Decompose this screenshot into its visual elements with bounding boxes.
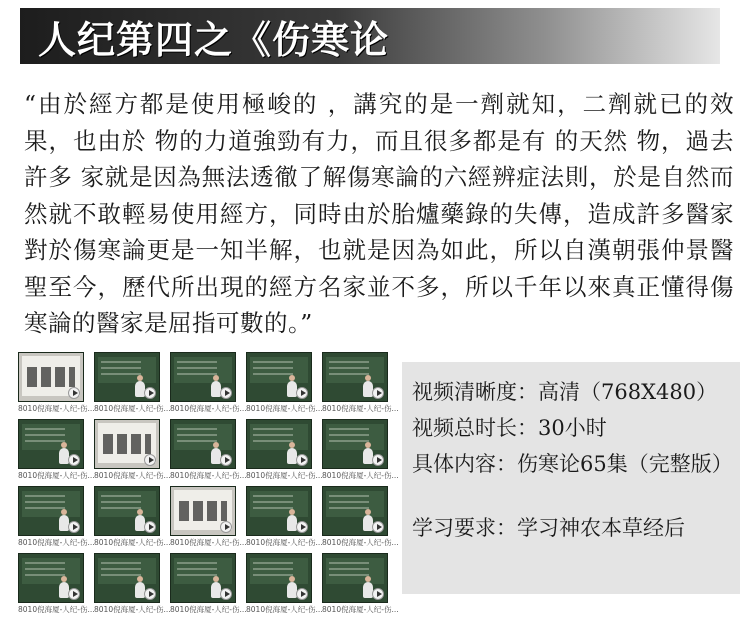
content-label: 具体内容： <box>412 452 517 476</box>
play-icon[interactable] <box>68 454 80 466</box>
play-icon[interactable] <box>372 454 384 466</box>
play-icon[interactable] <box>144 521 156 533</box>
title-banner <box>20 8 720 64</box>
thumbnail-caption: 8010倪海厦-人纪-伤... <box>18 538 95 547</box>
thumbnail-caption: 8010倪海厦-人纪-伤... <box>246 538 323 547</box>
thumbnail-caption: 8010倪海厦-人纪-伤... <box>322 538 399 547</box>
thumbnail-caption: 8010倪海厦-人纪-伤... <box>94 471 171 480</box>
video-thumbnail[interactable] <box>18 419 95 480</box>
duration-value: 30小时 <box>538 416 607 440</box>
thumbnail-caption: 8010倪海厦-人纪-伤... <box>94 404 171 413</box>
duration-label: 视频总时长： <box>412 416 538 440</box>
video-thumbnail[interactable] <box>322 419 399 480</box>
course-info-panel <box>402 362 740 594</box>
video-thumbnail[interactable] <box>170 553 247 614</box>
clarity-label: 视频清晰度： <box>412 380 538 404</box>
play-icon[interactable] <box>296 521 308 533</box>
play-icon[interactable] <box>296 387 308 399</box>
thumbnail-caption: 8010倪海厦-人纪-伤... <box>322 404 399 413</box>
video-thumbnail[interactable] <box>246 352 323 413</box>
play-icon[interactable] <box>372 387 384 399</box>
page-title: 人纪第四之《伤寒论 <box>38 17 390 62</box>
play-icon[interactable] <box>144 387 156 399</box>
video-thumbnail[interactable] <box>18 553 95 614</box>
content-row <box>412 446 733 482</box>
thumbnail-caption: 8010倪海厦-人纪-伤... <box>170 538 247 547</box>
video-thumbnail[interactable] <box>246 553 323 614</box>
video-thumbnail[interactable] <box>18 486 95 547</box>
thumbnail-caption: 8010倪海厦-人纪-伤... <box>322 605 399 614</box>
clarity-row <box>412 374 730 410</box>
requirement-row <box>412 510 730 546</box>
video-thumbnail[interactable] <box>322 352 399 413</box>
thumbnail-caption: 8010倪海厦-人纪-伤... <box>246 605 323 614</box>
thumbnail-caption: 8010倪海厦-人纪-伤... <box>18 605 95 614</box>
thumbnail-caption: 8010倪海厦-人纪-伤... <box>18 471 95 480</box>
video-thumbnail[interactable] <box>170 352 247 413</box>
play-icon[interactable] <box>372 521 384 533</box>
video-thumbnail[interactable] <box>246 486 323 547</box>
video-thumbnail[interactable] <box>322 486 399 547</box>
video-thumbnail[interactable] <box>322 553 399 614</box>
play-icon[interactable] <box>220 454 232 466</box>
video-thumbnail[interactable] <box>18 352 95 413</box>
thumbnail-caption: 8010倪海厦-人纪-伤... <box>170 605 247 614</box>
video-thumbnail-grid <box>18 352 399 614</box>
requirement-value: 学习神农本草经后 <box>517 516 685 540</box>
duration-row <box>412 410 730 446</box>
thumbnail-caption: 8010倪海厦-人纪-伤... <box>18 404 95 413</box>
play-icon[interactable] <box>68 521 80 533</box>
video-thumbnail[interactable] <box>94 553 171 614</box>
thumbnail-caption: 8010倪海厦-人纪-伤... <box>94 605 171 614</box>
requirement-label: 学习要求： <box>412 516 517 540</box>
thumbnail-caption: 8010倪海厦-人纪-伤... <box>94 538 171 547</box>
thumbnail-caption: 8010倪海厦-人纪-伤... <box>322 471 399 480</box>
play-icon[interactable] <box>68 588 80 600</box>
content-value: 伤寒论65集（完整版） <box>517 452 733 476</box>
play-icon[interactable] <box>372 588 384 600</box>
clarity-value: 高清（768X480） <box>538 380 718 404</box>
quote-paragraph: “由於經方都是使用極峻的 ，講究的是一劑就知，二劑就已的效果，也由於 物的力道強勁有力，而且很多都是有 的天然 物，過去許多 家就是因為無法透徹了解傷寒論的六經辨症法則，於是自然而然就不敢輕易使用經方，同時由於胎爐藥錄的失傳，造成許多醫家對於傷寒論更是一知半解，也就是因為如此，所以自漢朝張仲景醫聖至今，歷代所出現的經方名家並不多，所以千年以來真正懂得傷寒論的醫家是屈指可數的。” <box>24 90 734 337</box>
video-thumbnail[interactable] <box>94 352 171 413</box>
thumbnail-caption: 8010倪海厦-人纪-伤... <box>170 404 247 413</box>
play-icon[interactable] <box>296 588 308 600</box>
video-thumbnail[interactable] <box>246 419 323 480</box>
play-icon[interactable] <box>220 588 232 600</box>
video-thumbnail[interactable] <box>94 419 171 480</box>
play-icon[interactable] <box>144 454 156 466</box>
play-icon[interactable] <box>220 387 232 399</box>
play-icon[interactable] <box>296 454 308 466</box>
play-icon[interactable] <box>68 387 80 399</box>
video-thumbnail[interactable] <box>170 486 247 547</box>
video-thumbnail[interactable] <box>170 419 247 480</box>
play-icon[interactable] <box>144 588 156 600</box>
video-thumbnail[interactable] <box>94 486 171 547</box>
thumbnail-caption: 8010倪海厦-人纪-伤... <box>246 471 323 480</box>
thumbnail-caption: 8010倪海厦-人纪-伤... <box>170 471 247 480</box>
play-icon[interactable] <box>220 521 232 533</box>
thumbnail-caption: 8010倪海厦-人纪-伤... <box>246 404 323 413</box>
